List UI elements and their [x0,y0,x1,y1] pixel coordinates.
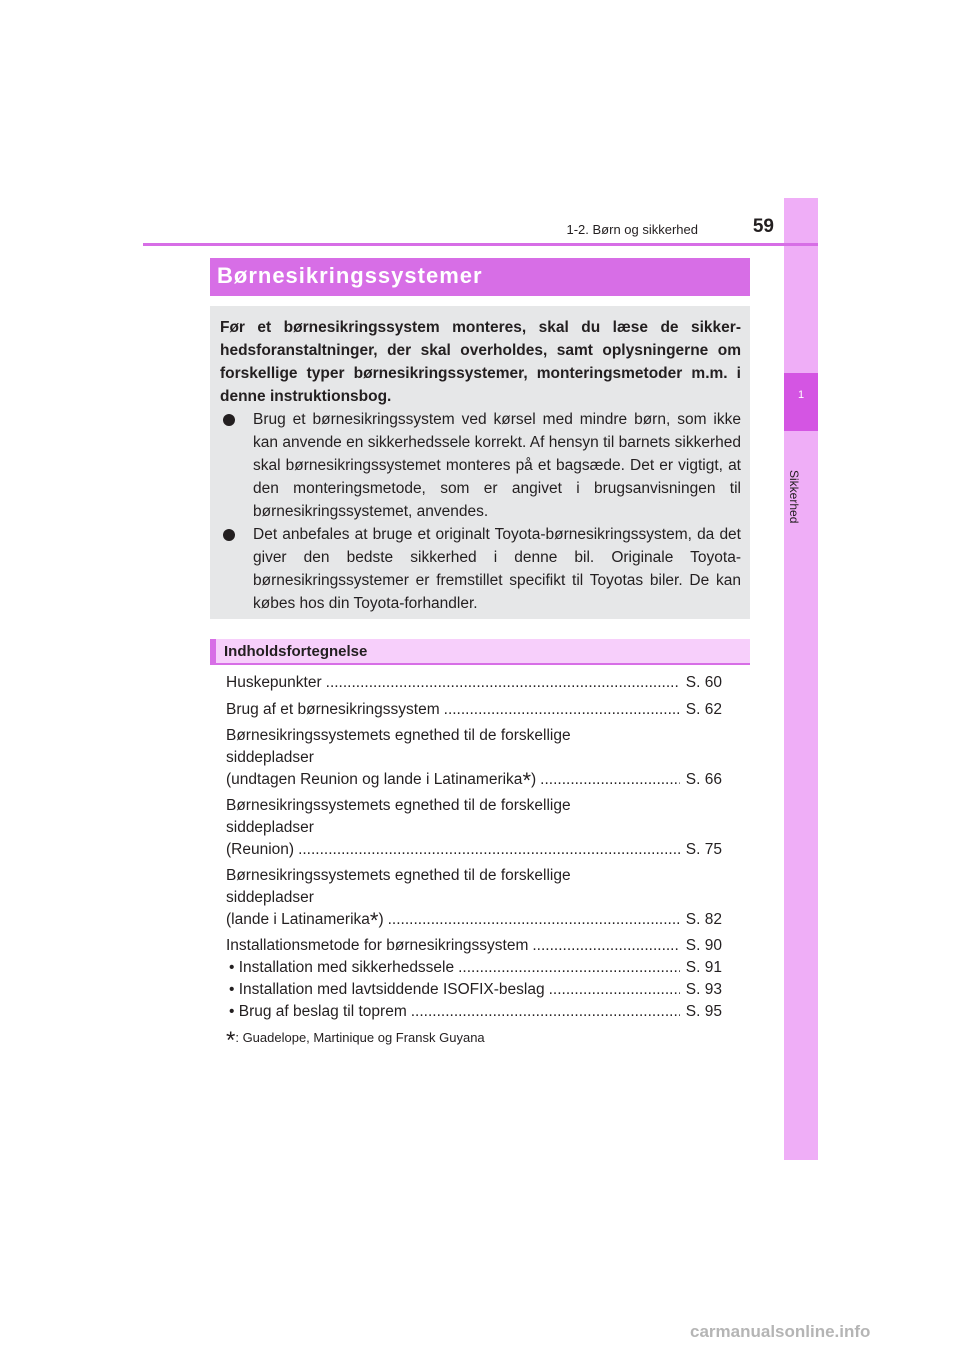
toc-entry[interactable] [226,699,722,721]
header-divider [143,243,818,246]
chapter-number: 1 [797,389,805,401]
leader-dots [298,839,680,861]
toc-entry-line: siddepladser [226,819,314,836]
toc-entry[interactable] [226,725,722,791]
toc-entry-label: (lande i Latinamerika*) [226,908,384,933]
intro-bullet [220,408,741,523]
footnote-text: : Guadelope, Martinique og Fransk Guyana [235,1030,485,1045]
bullet-text: Det anbefales at bruge et originalt Toyota-børnesikringssystem, da det giver den bedste sikkerhed i denne bil. Originale Toyota-børnesikringssystemer er fremstillet specifikt til Toyotas biler. De kan købes hos din Toyota-forhandler. [253,526,741,612]
leader-dots [549,979,680,1001]
toc-entry-page: S. 90 [685,937,722,954]
section-title: 1-2. Børn og sikkerhed [566,222,698,237]
intro-lead: Før et børnesikringssystem monteres, skal du læse de sikkerhedsforanstaltninger, der skal overholdes, samt oplysningerne om forskellige typer børnesikringssystemer, monteringsmetoder m.m. i denne instruktionsbog. [220,319,741,405]
toc-entry-line: siddepladser [226,889,314,906]
toc-entry-label: (undtagen Reunion og lande i Latinamerika*) [226,768,537,793]
toc-entry-page: S. 60 [685,674,722,691]
page-title: Børnesikringssystemer [217,263,483,288]
toc-entry-label: • Installation med lavtsiddende ISOFIX-beslag [229,981,545,998]
toc-entry-page: S. 95 [685,1003,722,1020]
chapter-title: Sikkerhed [787,470,801,524]
chapter-tab[interactable] [784,373,818,431]
asterisk-icon: * [522,768,531,793]
toc-subentry[interactable] [226,957,722,979]
toc-heading-bar [210,639,750,665]
toc-entry-page: S. 93 [685,981,722,998]
toc-entry-page: S. 62 [685,701,722,718]
toc-entry-line: siddepladser [226,749,314,766]
toc-entry-line: Børnesikringssystemets egnethed til de forskellige [226,727,571,744]
leader-dots [388,909,680,931]
toc-entry-label: • Brug af beslag til toprem [229,1003,407,1020]
toc-entry[interactable] [226,795,722,861]
toc-subentry[interactable] [226,979,722,1001]
bullet-text: Brug et børnesikringssystem ved kørsel med mindre børn, som ikke kan anvende en sikkerhedssele korrekt. Af hensyn til barnets sikkerhed skal børnesikringssystemet monteres på et bagsæde. Det er vigtigt, at den monteringsmetode, som er angivet i brugsanvisningen til børnesikringssystemet, anvendes. [253,411,741,520]
watermark: carmanualsonline.info [690,1322,871,1341]
toc-entry[interactable] [226,672,722,694]
asterisk-icon: * [226,1027,236,1054]
toc-entry-label: • Installation med sikkerhedssele [229,959,455,976]
intro-box [210,306,750,619]
toc-entry-label: Brug af et børnesikringssystem [226,701,440,718]
side-tab-strip [784,198,818,1160]
toc-entry[interactable] [226,935,722,957]
leader-dots [444,699,680,721]
toc-entry-label: Installationsmetode for børnesikringssystem [226,937,529,954]
intro-bullet [220,523,741,615]
footnote [226,1027,485,1054]
bullet-icon [223,529,235,541]
leader-dots [458,957,680,979]
leader-dots [411,1001,680,1023]
toc-entry-page: S. 66 [685,771,722,788]
title-bar [210,258,750,296]
toc-subentry[interactable] [226,1001,722,1023]
leader-dots [326,672,680,694]
toc-entry-label: Huskepunkter [226,674,322,691]
toc-entry-label: (Reunion) [226,841,295,858]
page-number: 59 [752,216,774,237]
asterisk-icon: * [369,908,379,933]
toc-entry-page: S. 75 [685,841,722,858]
bullet-icon [223,414,235,426]
toc-entry-line: Børnesikringssystemets egnethed til de forskellige [226,797,571,814]
leader-dots [532,935,679,957]
leader-dots [540,769,680,791]
toc-entry[interactable] [226,865,722,931]
toc-heading: Indholdsfortegnelse [224,643,368,660]
toc-entry-line: Børnesikringssystemets egnethed til de forskellige [226,867,571,884]
toc-entry-page: S. 82 [685,911,722,928]
toc-entry-page: S. 91 [685,959,722,976]
